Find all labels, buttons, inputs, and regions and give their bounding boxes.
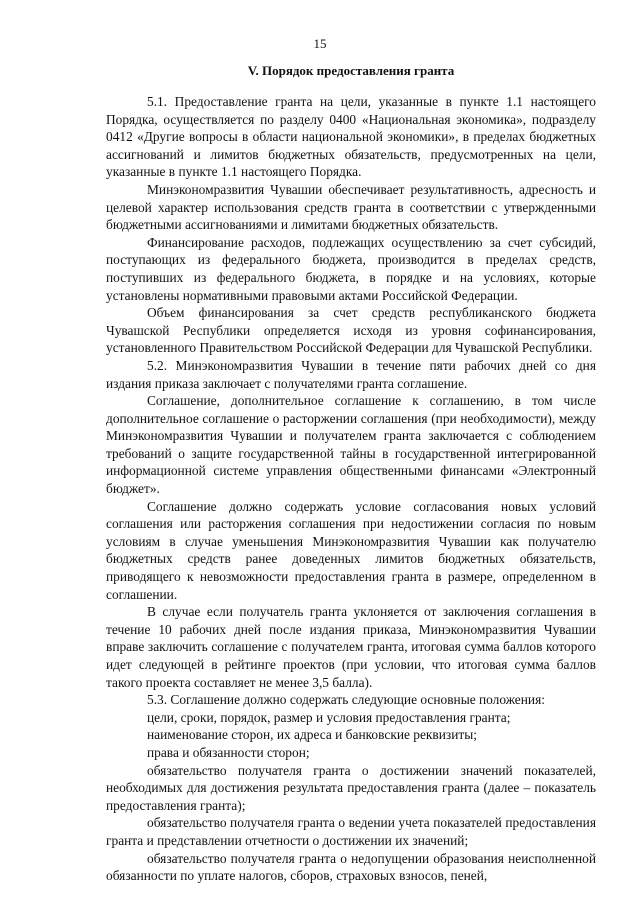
paragraph: Соглашение должно содержать условие согласования новых условий соглашения или расторжения соглашения при недостижении согласия по новым условиям в случае уменьшения Минэкономразвития Чувашии как получателю бюджетных средств ранее доведенных лимитов бюджетных обязательств, приводящего к невозможности предоставления гранта в размере, определенном в соглашении.	[106, 498, 596, 602]
paragraph: 5.1. Предоставление гранта на цели, указанные в пункте 1.1 настоящего Порядка, осуществляется по разделу 0400 «Национальная экономика», подразделу 0412 «Другие вопросы в области национальной экономики», в пределах бюджетных ассигнований и лимитов бюджетных обязательств, предусмотренных на цели, указанные в пункте 1.1 настоящего Порядка.	[106, 94, 596, 180]
list-item: цели, сроки, порядок, размер и условия предоставления гранта;	[147, 709, 511, 725]
paragraph: 5.3. Соглашение должно содержать следующие основные положения:	[147, 692, 545, 708]
page-number: 15	[313, 36, 327, 51]
list-item: права и обязанности сторон;	[147, 744, 310, 760]
paragraph: Минэкономразвития Чувашии обеспечивает результативность, адресность и целевой характер использования средств гранта в соответствии с утвержденными бюджетными ассигнованиями и лимитами бюджетных обязательств.	[106, 181, 596, 233]
list-item: обязательство получателя гранта о недопущении образования неисполненной обязанности по уплате налогов, сборов, страховых взносов, пеней,	[106, 850, 596, 884]
list-item: обязательство получателя гранта о достижении значений показателей, необходимых для достижения результата предоставления гранта (далее – показатель предоставления гранта);	[106, 762, 596, 813]
paragraph: Финансирование расходов, подлежащих осуществлению за счет субсидий, поступающих из федерального бюджета, производится в пределах средств, поступивших из федерального бюджета, в порядке и на условиях, которые установлены нормативными правовыми актами Российской Федерации.	[106, 234, 596, 303]
list-item: наименование сторон, их адреса и банковские реквизиты;	[147, 727, 477, 743]
section-title: V. Порядок предоставления гранта	[247, 63, 455, 78]
paragraph: 5.2. Минэкономразвития Чувашии в течение пяти рабочих дней со дня издания приказа заключает с получателями гранта соглашение.	[106, 357, 596, 391]
paragraph: Соглашение, дополнительное соглашение к соглашению, в том числе дополнительное соглашение о расторжении соглашения (при необходимости), между Минэкономразвития Чувашии и получателем гранта заключается с соблюдением требований о защите государственной тайны в государственной интегрированной информационной системе управления общественными финансами «Электронный бюджет».	[106, 393, 596, 497]
document-body	[106, 93, 596, 885]
paragraph: В случае если получатель гранта уклоняется от заключения соглашения в течение 10 рабочих дней после издания приказа, Минэкономразвития Чувашии вправе заключить соглашение с получателем гранта, итоговая сумма баллов которого идет следующей в рейтинге проектов (при условии, что итоговая сумма баллов такого проекта составляет не менее 3,5 балла).	[106, 604, 596, 690]
paragraph: Объем финансирования за счет средств республиканского бюджета Чувашской Республики определяется исходя из уровня софинансирования, установленного Правительством Российской Федерации для Чувашской Республики.	[106, 305, 596, 356]
list-item: обязательство получателя гранта о ведении учета показателей предоставления гранта и представлении отчетности о достижении их значений;	[106, 815, 596, 848]
